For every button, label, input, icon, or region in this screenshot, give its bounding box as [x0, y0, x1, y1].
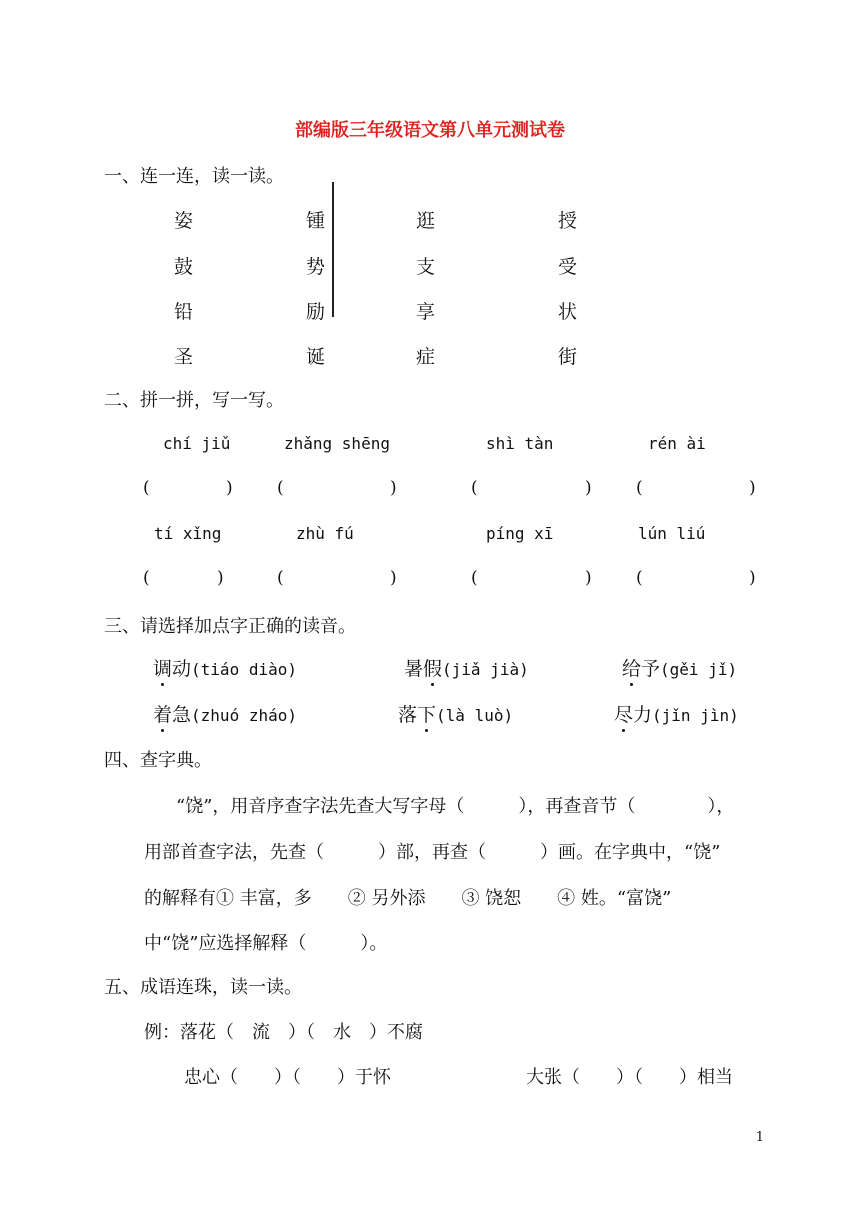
- reading-item: 着急(zhuó zháo): [153, 700, 297, 727]
- match-char: 势: [306, 256, 326, 278]
- answer-paren-open: (: [143, 478, 150, 498]
- paragraph-line: 用部首查字法，先查（ ）部，再查（ ）画。在字典中，“饶”: [144, 842, 721, 863]
- match-char: 锺: [306, 210, 326, 232]
- section-3-heading: 三、请选择加点字正确的读音。: [104, 616, 356, 637]
- match-char: 授: [558, 210, 578, 232]
- reading-item: 暑假(jiǎ jià): [404, 654, 529, 681]
- answer-paren-close: ): [749, 568, 756, 588]
- pinyin-item: shì tàn: [486, 434, 554, 453]
- match-char: 圣: [174, 346, 194, 368]
- reading-options: (là luò): [436, 706, 514, 725]
- section-2-heading: 二、拼一拼，写一写。: [104, 390, 284, 411]
- reading-item: 给予(gěi jǐ): [622, 654, 737, 681]
- match-char: 享: [416, 301, 436, 323]
- answer-paren-open: (: [471, 568, 478, 588]
- match-char: 励: [306, 301, 326, 323]
- match-char: 姿: [174, 210, 194, 232]
- answer-paren-open: (: [277, 568, 284, 588]
- paragraph-line: 的解释有① 丰富，多 ② 另外添 ③ 饶恕 ④ 姓。“富饶”: [144, 888, 672, 909]
- pinyin-item: píng xī: [486, 524, 554, 543]
- answer-paren-close: ): [217, 568, 224, 588]
- answer-paren-open: (: [636, 478, 643, 498]
- match-char: 支: [416, 256, 436, 278]
- section-5-heading: 五、成语连珠，读一读。: [104, 977, 302, 998]
- reading-item: 调动(tiáo diào): [153, 654, 297, 681]
- reading-options: (zhuó zháo): [191, 706, 297, 725]
- pinyin-item: zhù fú: [296, 524, 354, 543]
- paragraph-line: 中“饶”应选择解释（ ）。: [144, 933, 388, 954]
- answer-paren-open: (: [636, 568, 643, 588]
- answer-paren-open: (: [277, 478, 284, 498]
- page-number: 1: [755, 1130, 764, 1145]
- paragraph-line: “饶”，用音序查字法先查大写字母（ ），再查音节（ ），: [176, 796, 735, 817]
- idiom-item: 大张（ ）（ ）相当: [526, 1067, 733, 1088]
- reading-options: (jiǎ jià): [442, 660, 529, 679]
- answer-paren-open: (: [471, 478, 478, 498]
- dotted-char: 着: [153, 700, 172, 727]
- answer-paren-close: ): [390, 478, 397, 498]
- dotted-char: 下: [417, 700, 436, 727]
- answer-paren-close: ): [390, 568, 397, 588]
- pinyin-item: chí jiǔ: [163, 434, 231, 453]
- answer-paren-close: ): [749, 478, 756, 498]
- dotted-char: 尽: [614, 700, 633, 727]
- answer-paren-close: ): [585, 478, 592, 498]
- answer-paren-open: (: [143, 568, 150, 588]
- pinyin-item: rén ài: [648, 434, 706, 453]
- match-char: 铅: [174, 301, 194, 323]
- match-char: 诞: [306, 346, 326, 368]
- connecting-line: [332, 182, 334, 317]
- match-char: 逛: [416, 210, 436, 232]
- match-char: 症: [416, 346, 436, 368]
- reading-options: (tiáo diào): [191, 660, 297, 679]
- answer-paren-close: ): [585, 568, 592, 588]
- pinyin-item: zhǎng shēng: [284, 434, 390, 453]
- dotted-char: 给: [622, 654, 641, 681]
- match-char: 受: [558, 256, 578, 278]
- idiom-item: 忠心（ ）（ ）于怀: [184, 1067, 391, 1088]
- reading-options: (jǐn jìn): [652, 706, 739, 725]
- answer-paren-close: ): [226, 478, 233, 498]
- reading-item: 尽力(jǐn jìn): [614, 700, 739, 727]
- section-1-heading: 一、连一连，读一读。: [104, 166, 284, 187]
- reading-options: (gěi jǐ): [660, 660, 738, 679]
- match-char: 状: [558, 301, 578, 323]
- idiom-example: 例：落花（ 流 ）（ 水 ）不腐: [144, 1022, 423, 1043]
- reading-item: 落下(là luò): [398, 700, 513, 727]
- pinyin-item: tí xǐng: [154, 524, 222, 543]
- section-4-heading: 四、查字典。: [104, 750, 212, 771]
- dotted-char: 假: [423, 654, 442, 681]
- match-char: 鼓: [174, 256, 194, 278]
- pinyin-item: lún liú: [638, 524, 706, 543]
- dotted-char: 调: [153, 654, 172, 681]
- match-char: 街: [558, 346, 578, 368]
- document-title: 部编版三年级语文第八单元测试卷: [295, 120, 565, 141]
